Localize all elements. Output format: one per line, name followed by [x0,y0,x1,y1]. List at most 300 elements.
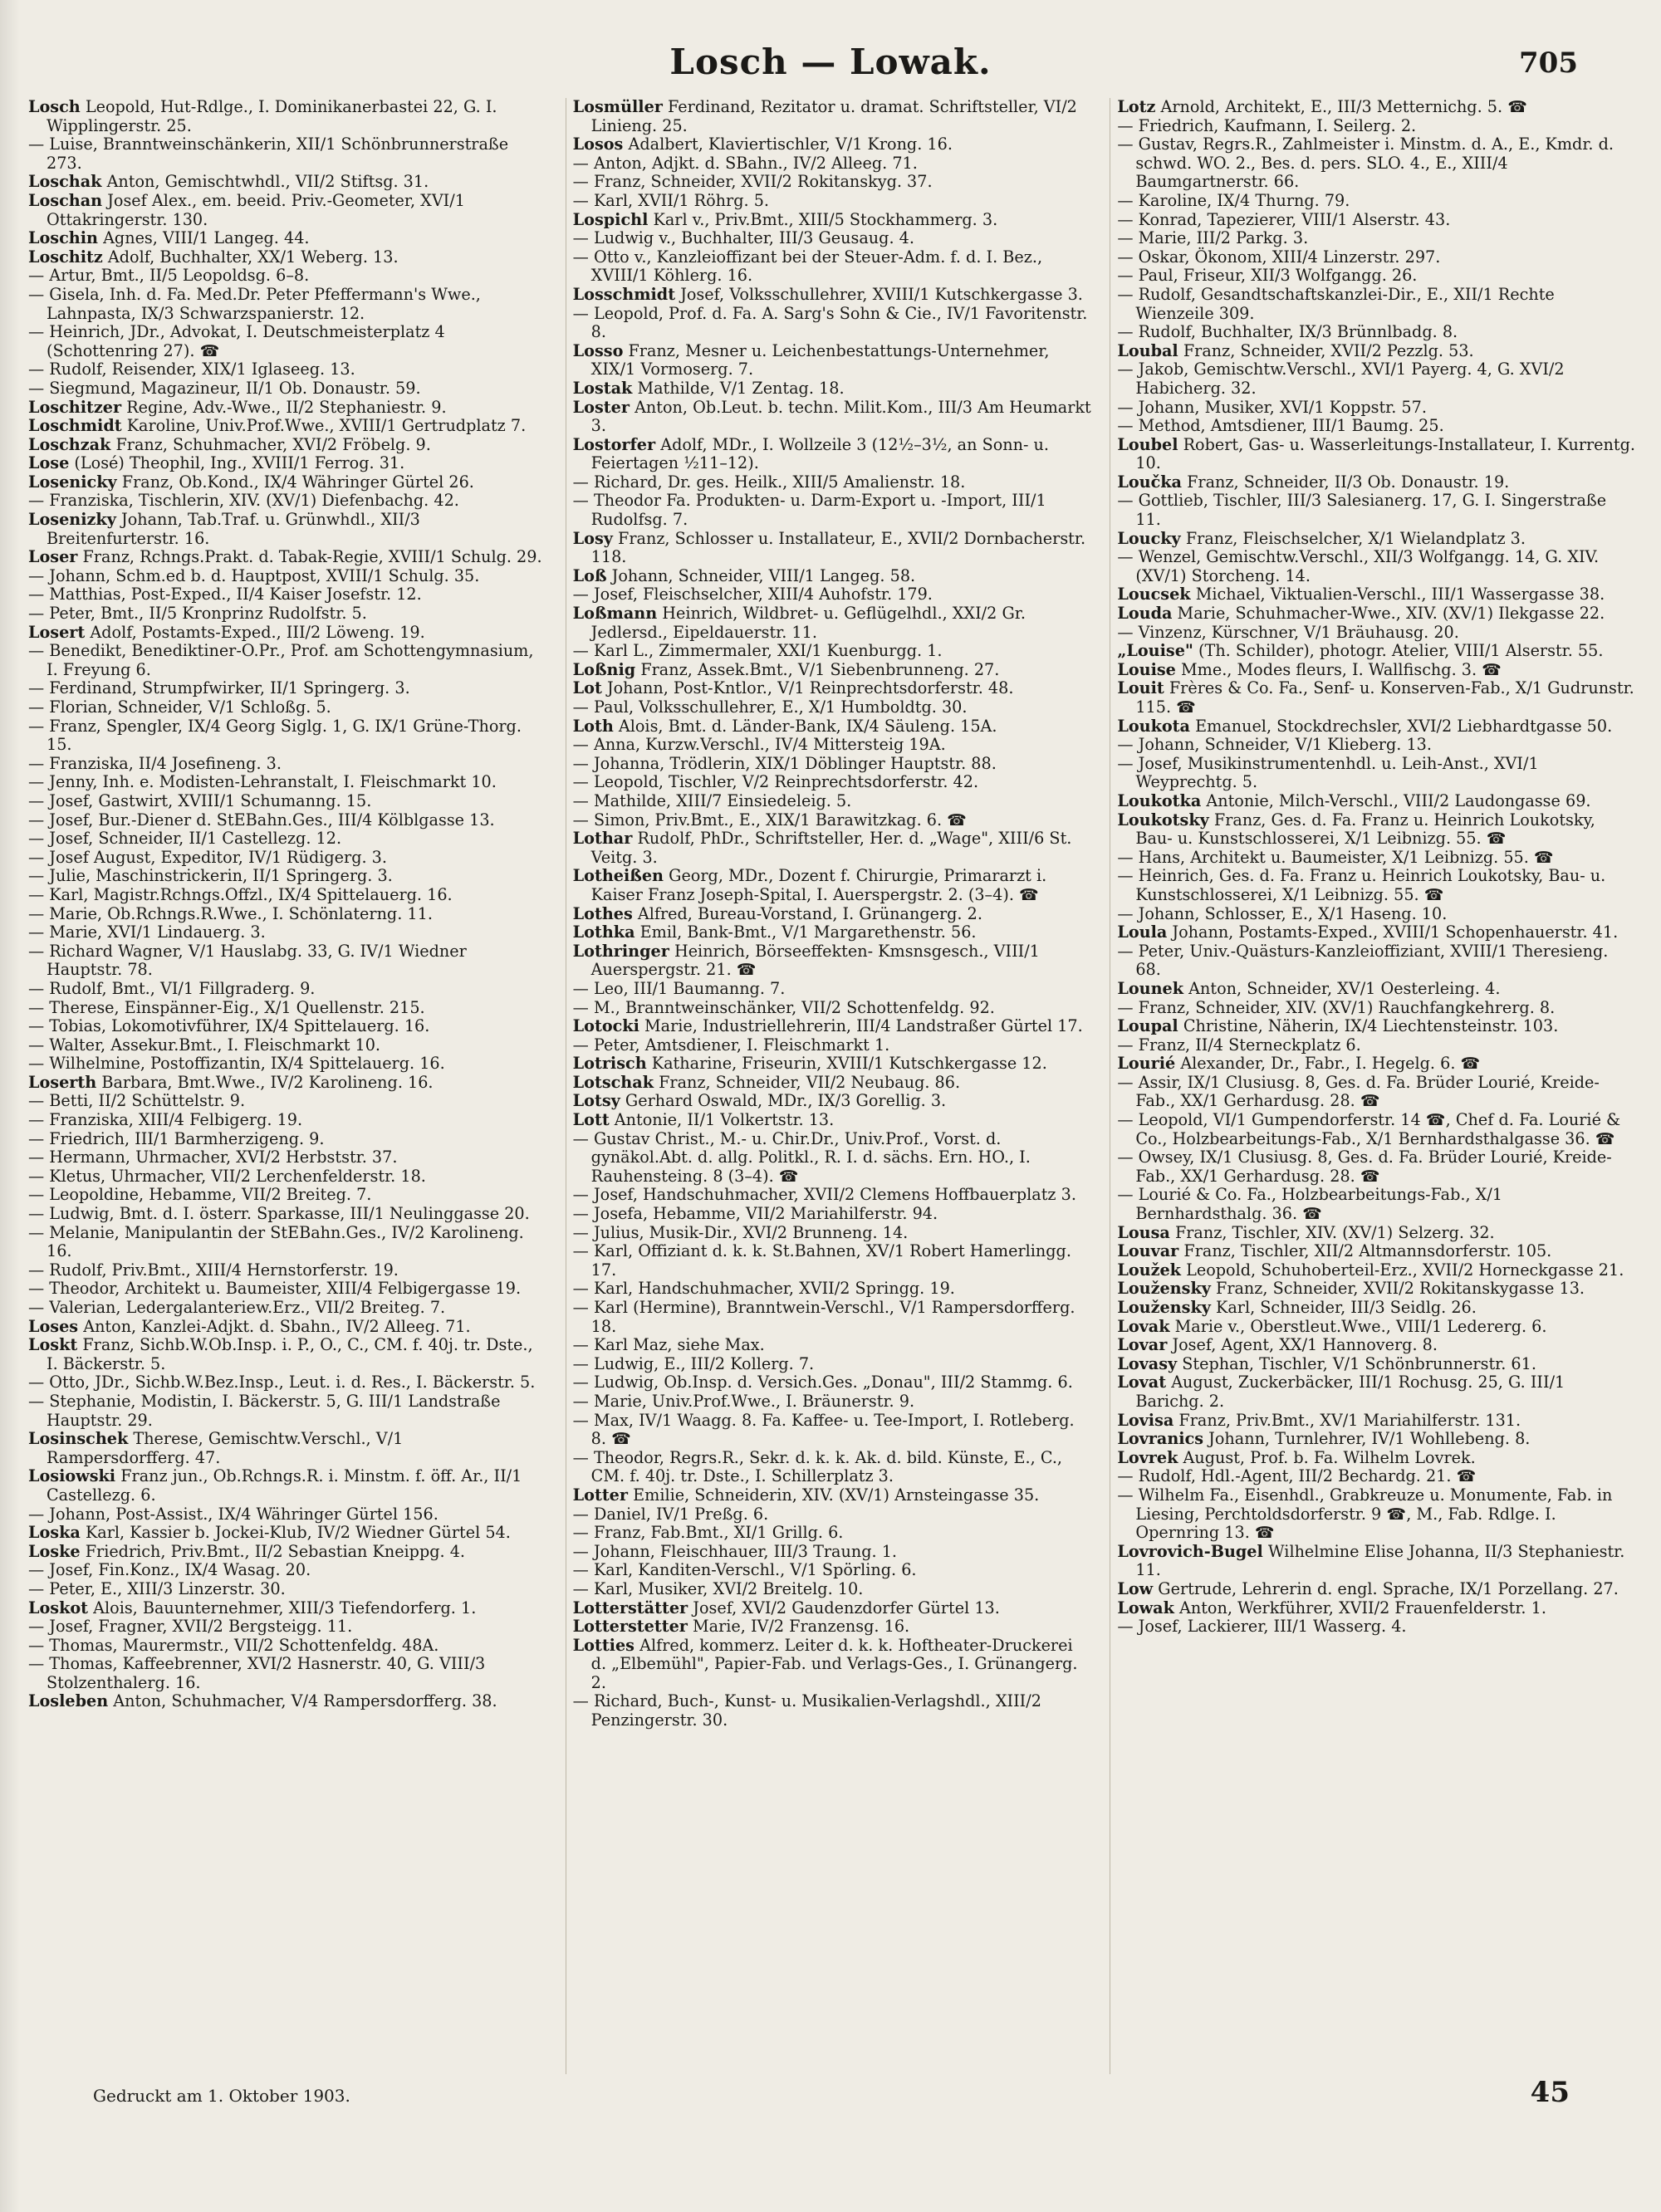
entry-surname: Loužensky [1117,1279,1211,1299]
entry-text: Marie, Industriellehrerin, III/4 Landstraßer Gürtel 17. [644,1016,1083,1036]
directory-entry [28,1017,547,1036]
entry-text: — Josef, Schneider, II/1 Castellezg. 12. [28,829,342,849]
entry-surname: Losschmidt [572,284,676,304]
entry-text: — Franziska, Tischlerin, XIV. (XV/1) Diefenbachg. 42. [28,491,459,511]
directory-entry [1117,211,1636,230]
entry-text: Emilie, Schneiderin, XIV. (XV/1) Arnsteingasse 35. [633,1485,1040,1505]
entry-text: — Kletus, Uhrmacher, VII/2 Lerchenfelderstr. 18. [28,1166,426,1186]
directory-entry [1117,755,1636,792]
entry-text: — Assir, IX/1 Clusiusg. 8, Ges. d. Fa. Brüder Lourié, Kreide-Fab., XX/1 Gerhardusg. 28. ☎ [1117,1072,1600,1111]
entry-surname: Loula [1117,922,1168,942]
entry-surname: Loth [572,716,614,736]
entry-surname: Loßnig [572,659,636,679]
directory-entry [573,1017,1092,1036]
entry-text: — Florian, Schneider, V/1 Schloßg. 5. [28,697,331,717]
entry-surname: Lovisa [1117,1410,1174,1430]
entry-text: Friedrich, Priv.Bmt., II/2 Sebastian Kneippg. 4. [85,1541,466,1561]
entry-text: — Walter, Assekur.Bmt., I. Fleischmarkt 10. [28,1035,381,1055]
entry-surname: Loukotka [1117,790,1202,810]
entry-surname: Losinschek [28,1429,129,1449]
entry-text: — Johann, Schm.ed b. d. Hauptpost, XVIII/1 Schulg. 35. [28,565,480,585]
directory-entry [573,1355,1092,1374]
entry-text: — Franz, Schneider, XIV. (XV/1) Rauchfangkehrerg. 8. [1117,997,1556,1017]
entry-surname: Lounek [1117,978,1184,998]
entry-text: — Rudolf, Reisender, XIX/1 Iglaseeg. 13. [28,360,355,379]
entry-text: — Josef, Lackierer, III/1 Wasserg. 4. [1117,1617,1407,1637]
directory-entry [28,379,547,399]
directory-entry [28,1261,547,1280]
directory-entry [1117,473,1636,492]
entry-surname: Lotocki [572,1016,639,1036]
entry-text: — Peter, Bmt., II/5 Kronprinz Rudolfstr. 5. [28,604,367,624]
entry-surname: Loucky [1117,528,1181,548]
entry-surname: Losenicky [28,472,117,492]
directory-entry [28,1637,547,1656]
entry-text: — M., Branntweinschänker, VII/2 Schottenfeldg. 92. [572,997,995,1017]
entry-text: Anton, Gemischtwhdl., VII/2 Stiftsg. 31. [106,172,429,192]
directory-entry [573,905,1092,924]
directory-entry [573,923,1092,942]
directory-entry [573,1561,1092,1580]
directory-entry [1117,1186,1636,1223]
entry-text: Arnold, Architekt, E., III/3 Metternichg. 5. ☎ [1160,98,1528,116]
entry-surname: Loschan [28,190,103,210]
entry-text: (Losé) Theophil, Ing., XVIII/1 Ferrog. 31. [74,453,405,473]
entry-surname: Lose [28,453,70,473]
directory-entry [573,342,1092,379]
directory-entry [1117,98,1636,117]
entry-text: — Gustav, Regrs.R., Zahlmeister i. Minstm. d. A., E., Kmdr. d. schwd. WO. 2., Bes. d. pers. SLO. 4., E., XIII/4 Baumgartnerstr. 66. [1117,135,1614,192]
directory-entry [1117,342,1636,361]
entry-text: — Mathilde, XIII/7 Einsiedeleig. 5. [572,790,852,810]
entry-text: — Leopold, Prof. d. Fa. A. Sarg's Sohn & Cie., IV/1 Favoritenstr. 8. [572,303,1088,342]
directory-entry [1117,585,1636,604]
directory-entry [573,1224,1092,1243]
entry-surname: Lovat [1117,1373,1167,1392]
entry-text: Franz, Schuhmacher, XVI/2 Fröbelg. 9. [115,434,431,454]
entry-text: — Karl Maz, siehe Max. [572,1335,765,1355]
entry-text: — Karl, Musiker, XVI/2 Breitelg. 10. [572,1578,864,1598]
directory-entry [28,548,547,567]
entry-text: — Anna, Kurzw.Verschl., IV/4 Mittersteig 19A. [572,735,946,755]
directory-entry [28,229,547,248]
directory-entry [1117,360,1636,398]
entry-surname: Lotschak [572,1072,654,1092]
directory-entry [28,173,547,192]
entry-text: — Simon, Priv.Bmt., E., XIX/1 Barawitzkag. 6. ☎ [572,810,968,830]
entry-text: — Therese, Einspänner-Eig., X/1 Quellenstr. 215. [28,997,425,1017]
entry-surname: Loubel [1117,434,1178,454]
directory-entry [573,530,1092,567]
entry-text: — Peter, Univ.-Quästurs-Kanzleioffiziant, XVIII/1 Theresieng. 68. [1117,941,1609,980]
entry-surname: Lot [572,678,602,698]
entry-text: Anton, Schneider, XV/1 Oesterleing. 4. [1188,978,1501,998]
entry-surname: Loskt [28,1335,78,1355]
directory-entry [1117,248,1636,267]
entry-text: — Melanie, Manipulantin der StEBahn.Ges., IV/2 Karolineng. 16. [28,1222,524,1261]
entry-text: Alexander, Dr., Fabr., I. Hegelg. 6. ☎ [1180,1054,1481,1074]
directory-entry [573,698,1092,717]
entry-text: — Otto, JDr., Sichb.W.Bez.Insp., Leut. i. d. Res., I. Bäckerstr. 5. [28,1373,536,1392]
entry-text: Franz, Assek.Bmt., V/1 Siebenbrunneng. 27. [640,659,1000,679]
entry-text: Antonie, Milch-Verschl., VIII/2 Laudongasse 69. [1206,790,1591,810]
directory-columns [28,98,1636,2074]
directory-entry [573,436,1092,473]
directory-entry [28,567,547,586]
directory-entry [28,267,547,286]
entry-surname: Loucsek [1117,585,1191,604]
directory-entry [573,192,1092,211]
entry-surname: Losso [572,340,624,360]
entry-surname: Loschitz [28,247,103,267]
entry-text: — Valerian, Ledergalanteriew.Erz., VII/2 Breiteg. 7. [28,1298,446,1317]
entry-text: Regine, Adv.-Wwe., II/2 Stephaniestr. 9. [126,397,447,417]
entry-text: — Ludwig, Bmt. d. I. österr. Sparkasse, III/1 Neulinggasse 20. [28,1204,530,1224]
directory-entry [28,1467,547,1505]
directory-entry [1117,1242,1636,1261]
directory-entry [1117,1224,1636,1243]
directory-entry [573,1205,1092,1224]
entry-text: — Peter, Amtsdiener, I. Fleischmarkt 1. [572,1035,890,1055]
entry-text: Adolf, Postamts-Exped., III/2 Löweng. 19. [90,622,425,642]
directory-entry [573,1637,1092,1693]
entry-text: — Wilhelm Fa., Eisenhdl., Grabkreuze u. Monumente, Fab. in Liesing, Perchtoldsdorferstr. 9 ☎, M., Fab. Rdlge. I. Opernring 13. ☎ [1117,1485,1613,1543]
directory-entry [28,1167,547,1187]
entry-surname: Lostak [572,378,633,398]
entry-text: — Rudolf, Bmt., VI/1 Fillgraderg. 9. [28,978,316,998]
entry-surname: Losiowski [28,1466,116,1486]
directory-entry [28,867,547,886]
entry-surname: Low [1117,1578,1154,1598]
entry-text: — Franz, II/4 Sterneckplatz 6. [1117,1035,1361,1055]
entry-text: — Jenny, Inh. e. Modisten-Lehranstalt, I. Fleischmarkt 10. [28,772,497,792]
entry-text: Adalbert, Klaviertischler, V/1 Krong. 16. [628,135,953,154]
entry-text: — Karl, Handschuhmacher, XVII/2 Springg. 19. [572,1279,955,1299]
entry-text: Adolf, MDr., I. Wollzeile 3 (12½–3½, an Sonn- u. Feiertagen ½11–12). [590,434,1050,473]
entry-text: Mathilde, V/1 Zentag. 18. [637,378,845,398]
entry-text: Johann, Postamts-Exped., XVIII/1 Schopenhauerstr. 41. [1172,922,1619,942]
directory-entry [28,436,547,455]
entry-surname: Losmüller [572,98,663,116]
print-date: Gedruckt am 1. Oktober 1903. [93,2086,350,2106]
directory-entry [28,624,547,643]
entry-text: Franz, Rchngs.Prakt. d. Tabak-Regie, XVIII/1 Schulg. 29. [82,547,542,567]
directory-entry [28,473,547,492]
directory-entry [28,604,547,624]
directory-entry [1117,1261,1636,1280]
entry-text: — Rudolf, Priv.Bmt., XIII/4 Hernstorferstr. 19. [28,1260,399,1280]
directory-entry [573,830,1092,867]
entry-text: Ferdinand, Rezitator u. dramat. Schriftsteller, VI/2 Linieng. 25. [590,98,1077,135]
directory-entry [573,585,1092,604]
directory-entry [573,379,1092,399]
directory-entry [573,811,1092,830]
entry-surname: Lotties [572,1635,635,1655]
directory-entry [1117,604,1636,624]
entry-text: Agnes, VIII/1 Langeg. 44. [103,228,310,248]
directory-entry [28,642,547,679]
entry-text: — Benedikt, Benediktiner-O.Pr., Prof. am Schottengymnasium, I. Freyung 6. [28,641,534,679]
entry-text: — Heinrich, JDr., Advokat, I. Deutschmeisterplatz 4 (Schottenring 27). ☎ [28,322,445,360]
directory-entry [1117,1336,1636,1355]
entry-surname: Lotterstetter [572,1617,688,1637]
entry-text: Leopold, Schuhoberteil-Erz., XVII/2 Horneckgasse 21. [1186,1260,1624,1280]
entry-surname: Losy [572,528,613,548]
directory-entry [573,604,1092,642]
directory-entry [1117,192,1636,211]
entry-text: — Ludwig, E., III/2 Kollerg. 7. [572,1353,815,1373]
directory-entry [1117,1430,1636,1449]
entry-surname: Loučka [1117,472,1182,492]
entry-surname: Loschak [28,172,102,192]
entry-text: Franz, Priv.Bmt., XV/1 Mariahilferstr. 131. [1178,1410,1521,1430]
entry-text: — Johann, Schlosser, E., X/1 Haseng. 10. [1117,903,1448,923]
entry-text: — Jakob, Gemischtw.Verschl., XVI/1 Payerg. 4, G. XVI/2 Habicherg. 32. [1117,360,1565,398]
entry-text: — Wilhelmine, Postoffizantin, IX/4 Spittelauerg. 16. [28,1054,445,1074]
entry-text: — Paul, Volksschullehrer, E., X/1 Humboldtg. 30. [572,697,968,717]
directory-entry [28,980,547,999]
entry-text: Johann, Tab.Traf. u. Grünwhdl., XII/3 Breitenfurterstr. 16. [47,510,420,548]
entry-text: Johann, Post-Kntlor., V/1 Reinprechtsdorferstr. 48. [606,678,1014,698]
entry-text: — Leopold, Tischler, V/2 Reinprechtsdorferstr. 42. [572,772,979,792]
directory-entry [1117,1148,1636,1186]
entry-text: Mme., Modes fleurs, I. Wallfischg. 3. ☎ [1181,659,1502,679]
entry-text: — Karoline, IX/4 Thurng. 79. [1117,190,1350,210]
entry-text: Karl, Kassier b. Jockei-Klub, IV/2 Wiedner Gürtel 54. [85,1523,511,1543]
entry-text: — Ferdinand, Strumpfwirker, II/1 Springerg. 3. [28,678,410,698]
entry-surname: Losenizky [28,510,116,530]
directory-entry [28,679,547,698]
directory-entry [573,135,1092,154]
entry-surname: Lotheißen [572,866,664,886]
directory-entry [28,923,547,942]
entry-text: Anton, Ob.Leut. b. techn. Milit.Kom., III/3 Am Heumarkt 3. [590,397,1091,436]
directory-entry [28,792,547,811]
entry-text: — Lourié & Co. Fa., Holzbearbeitungs-Fab., X/1 Bernhardsthalg. 36. ☎ [1117,1185,1503,1224]
entry-text: Josef, Volksschullehrer, XVIII/1 Kutschkergasse 3. [680,284,1083,304]
directory-entry [573,980,1092,999]
entry-surname: Losch [28,98,81,116]
entry-text: August, Prof. b. Fa. Wilhelm Lovrek. [1183,1447,1476,1467]
entry-text: — Daniel, IV/1 Preßg. 6. [572,1504,769,1524]
directory-entry [28,248,547,267]
entry-text: Katharine, Friseurin, XVIII/1 Kutschkergasse 12. [651,1054,1047,1074]
entry-text: — Friedrich, Kaufmann, I. Seilerg. 2. [1117,115,1417,135]
entry-text: — Rudolf, Buchhalter, IX/3 Brünnlbadg. 8. [1117,322,1458,342]
entry-text: — Method, Amtsdiener, III/1 Baumg. 25. [1117,416,1444,436]
entry-text: Josef Alex., em. beeid. Priv.-Geometer, XVI/1 Ottakringerstr. 130. [47,190,465,229]
entry-surname: Loser [28,547,78,567]
entry-text: — Josef, Musikinstrumentenhdl. u. Leih-Anst., XVI/1 Weyprechtg. 5. [1117,753,1539,792]
directory-entry [573,399,1092,436]
entry-text: — Josef, Gastwirt, XVIII/1 Schumanng. 15. [28,790,372,810]
entry-text: — Josef, Fragner, XVII/2 Bergsteigg. 11. [28,1617,353,1637]
entry-text: Johann, Schneider, VIII/1 Langeg. 58. [611,565,916,585]
directory-entry [28,1205,547,1224]
entry-surname: Lothringer [572,941,669,961]
entry-text: — Johann, Schneider, V/1 Klieberg. 13. [1117,735,1432,755]
directory-entry [28,1280,547,1299]
entry-text: Franz, Schneider, XVII/2 Rokitanskygasse 13. [1216,1279,1585,1299]
directory-entry [1117,267,1636,286]
directory-entry [573,1242,1092,1280]
directory-entry [573,642,1092,661]
entry-text: — Heinrich, Ges. d. Fa. Franz u. Heinrich Loukotsky, Bau- u. Kunstschlosserei, X/1 Leibnizg. 55. ☎ [1117,866,1606,904]
directory-entry [573,1336,1092,1355]
directory-entry [1117,436,1636,473]
entry-text: — Paul, Friseur, XII/3 Wolfgangg. 26. [1117,266,1418,286]
directory-entry [1117,492,1636,529]
directory-entry [1117,1373,1636,1411]
entry-text: — Max, IV/1 Waagg. 8. Fa. Kaffee- u. Tee-Import, I. Rotleberg. 8. ☎ [572,1410,1075,1449]
directory-entry [28,1224,547,1261]
directory-entry [28,1505,547,1524]
directory-entry [573,492,1092,529]
directory-entry [1117,942,1636,980]
entry-text: — Karl, Offiziant d. k. k. St.Bahnen, XV/1 Robert Hamerlingg. 17. [572,1241,1071,1280]
entry-text: Gerhard Oswald, MDr., IX/3 Gorellig. 3. [625,1091,947,1111]
entry-text: — Oskar, Ökonom, XIII/4 Linzerstr. 297. [1117,247,1441,267]
directory-entry [28,999,547,1018]
directory-entry [28,1111,547,1130]
entry-text: — Richard, Dr. ges. Heilk., XIII/5 Amalienstr. 18. [572,472,966,492]
entry-surname: Lovar [1117,1335,1168,1355]
directory-entry [28,1074,547,1093]
directory-entry [1117,1449,1636,1468]
directory-entry [28,717,547,755]
entry-text: Gertrude, Lehrerin d. engl. Sprache, IX/1 Porzellang. 27. [1158,1578,1619,1598]
directory-entry [28,1148,547,1167]
entry-text: Franz, Fleischselcher, X/1 Wielandplatz 3. [1185,528,1526,548]
entry-text: — Marie, III/2 Parkg. 3. [1117,228,1309,248]
entry-text: — Karl, XVII/1 Röhrg. 5. [572,190,770,210]
entry-text: — Thomas, Kaffeebrenner, XVI/2 Hasnerstr. 40, G. VIII/3 Stolzenthalerg. 16. [28,1654,486,1692]
entry-text: Franz, Schlosser u. Installateur, E., XVII/2 Dornbacherstr. 118. [590,528,1086,567]
entry-text: August, Zuckerbäcker, III/1 Rochusg. 25, G. III/1 Barichg. 2. [1135,1373,1565,1411]
entry-text: — Josef August, Expeditor, IV/1 Rüdigerg. 3. [28,847,387,867]
directory-entry [28,1318,547,1337]
entry-text: Marie v., Oberstleut.Wwe., VIII/1 Ledererg. 6. [1174,1316,1547,1336]
entry-surname: Loskot [28,1598,89,1617]
page-header [0,42,1661,91]
directory-entry [1117,1467,1636,1486]
directory-entry [1117,1111,1636,1148]
entry-text: Karl v., Priv.Bmt., XIII/5 Stockhammerg. 3. [653,209,998,229]
entry-surname: Loska [28,1523,81,1543]
entry-text: — Franz, Spengler, IX/4 Georg Siglg. 1, G. IX/1 Grüne-Thorg. 15. [28,716,522,755]
directory-entry [28,1580,547,1599]
entry-text: — Rudolf, Hdl.-Agent, III/2 Bechardg. 21. ☎ [1117,1466,1477,1486]
entry-text: — Siegmund, Magazineur, II/1 Ob. Donaustr. 59. [28,378,421,398]
directory-entry [1117,717,1636,737]
directory-entry [28,905,547,924]
entry-surname: Loßmann [572,604,658,624]
directory-entry [573,1617,1092,1637]
directory-entry [1117,530,1636,549]
entry-text: Robert, Gas- u. Wasserleitungs-Installateur, I. Kurrentg. 10. [1135,434,1635,473]
entry-text: — Franz, Schneider, XVII/2 Rokitanskyg. 37. [572,172,933,192]
entry-text: — Ludwig v., Buchhalter, III/3 Geusaug. 4. [572,228,914,248]
directory-entry [28,830,547,849]
entry-text: Franz, Ob.Kond., IX/4 Währinger Gürtel 26. [121,472,474,492]
entry-surname: Loske [28,1541,81,1561]
directory-entry [28,417,547,436]
directory-entry [573,1449,1092,1486]
entry-surname: „Louise" [1117,641,1193,661]
entry-surname: Lott [572,1110,610,1130]
directory-entry [28,399,547,418]
page-fold-shadow [0,0,20,2212]
entry-text: Anton, Kanzlei-Adjkt. d. Sbahn., IV/2 Alleeg. 71. [83,1316,471,1336]
directory-entry [573,679,1092,698]
entry-text: — Franziska, XIII/4 Felbigerg. 19. [28,1110,303,1130]
entry-text: — Theodor, Regrs.R., Sekr. d. k. k. Ak. d. bild. Künste, E., C., CM. f. 40j. tr. Dste., I. Schillerplatz 3. [572,1447,1063,1486]
directory-entry [573,305,1092,342]
entry-text: — Ludwig, Ob.Insp. d. Versich.Ges. „Donau", III/2 Stammg. 6. [572,1373,1073,1392]
entry-text: — Josef, Fin.Konz., IX/4 Wasag. 20. [28,1560,311,1580]
entry-text: — Karl, Kanditen-Verschl., V/1 Spörling. 6. [572,1560,917,1580]
running-title: Losch — Lowak. [669,42,992,82]
directory-entry [28,1617,547,1637]
entry-text: Josef, XVI/2 Gaudenzdorfer Gürtel 13. [693,1598,1000,1617]
entry-text: Alois, Bmt. d. Länder-Bank, IX/4 Säuleng. 15A. [618,716,997,736]
directory-entry [28,755,547,774]
directory-entry [28,1092,547,1111]
entry-surname: Loserth [28,1072,97,1092]
entry-text: — Artur, Bmt., II/5 Leopoldsg. 6–8. [28,266,310,286]
entry-text: Adolf, Buchhalter, XX/1 Weberg. 13. [107,247,399,267]
directory-entry [573,1092,1092,1111]
directory-entry [1117,792,1636,811]
directory-entry [573,1036,1092,1055]
entry-text: — Marie, XVI/1 Lindauerg. 3. [28,922,266,942]
entry-text: Alois, Bauunternehmer, XIII/3 Tiefendorferg. 1. [93,1598,477,1617]
directory-entry [28,286,547,323]
directory-entry [573,1074,1092,1093]
entry-surname: Lotsy [572,1091,620,1111]
entry-text: Leopold, Hut-Rdlge., I. Dominikanerbastei 22, G. I. Wipplingerstr. 25. [47,98,497,135]
page-footer [0,2074,1661,2124]
directory-entry [1117,1412,1636,1431]
directory-entry [1117,1055,1636,1074]
entry-surname: Loster [572,397,630,417]
entry-text: — Theodor, Architekt u. Baumeister, XIII/4 Felbigergasse 19. [28,1279,522,1299]
entry-surname: Lovrek [1117,1447,1178,1467]
directory-column-2 [566,98,1092,2074]
directory-entry [28,192,547,229]
directory-entry [28,1599,547,1618]
directory-entry [28,1561,547,1580]
entry-text: — Johann, Fleischhauer, III/3 Traung. 1. [572,1541,897,1561]
entry-text: Franz, Tischler, XII/2 Altmannsdorferstr. 105. [1183,1241,1552,1261]
directory-entry [573,661,1092,680]
directory-entry [28,942,547,980]
entry-surname: Loužek [1117,1260,1181,1280]
entry-text: Josef, Agent, XX/1 Hannoverg. 8. [1172,1335,1438,1355]
directory-entry [1117,849,1636,868]
directory-entry [573,1486,1092,1505]
entry-text: Alfred, kommerz. Leiter d. k. k. Hoftheater-Druckerei d. „Elbemühl", Papier-Fab. und Verlags-Ges., I. Grünangerg. 2. [590,1635,1078,1692]
entry-text: — Wenzel, Gemischtw.Verschl., XII/3 Wolfgangg. 14, G. XIV. (XV/1) Storcheng. 14. [1117,547,1600,585]
directory-entry [1117,117,1636,136]
directory-column-1 [28,98,547,2074]
directory-entry [28,773,547,792]
entry-surname: Lousa [1117,1222,1170,1242]
entry-surname: Loubal [1117,340,1178,360]
directory-entry [573,1580,1092,1599]
directory-entry [28,454,547,473]
directory-entry [28,98,547,135]
